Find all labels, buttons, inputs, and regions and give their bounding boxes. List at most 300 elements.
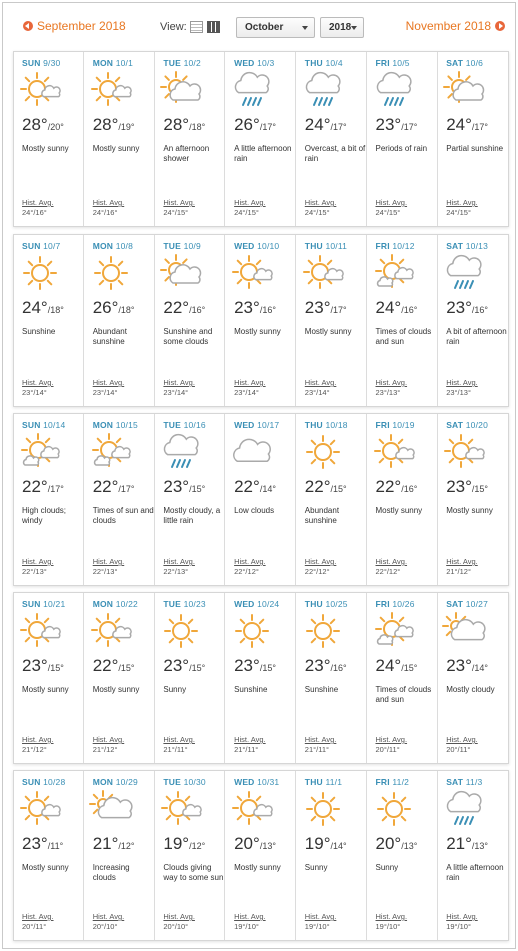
high-temp: 23°	[22, 834, 48, 853]
day-heading	[163, 58, 224, 68]
sun-cloud-icon	[159, 789, 203, 829]
day-of-week: FRI	[375, 241, 390, 251]
day-temperatures	[376, 834, 418, 854]
weather-phrase: Sunshine	[234, 685, 268, 694]
historical-average	[22, 557, 54, 577]
day-cell[interactable]	[85, 593, 155, 763]
day-temperatures	[376, 115, 418, 135]
day-cell[interactable]	[368, 771, 438, 940]
day-temperatures	[93, 477, 135, 497]
low-temp: /16°	[401, 484, 418, 494]
hist-avg-label: Hist. Avg.	[375, 557, 408, 566]
low-temp: /15°	[189, 484, 206, 494]
next-month-link[interactable]	[406, 19, 505, 33]
low-temp: /15°	[330, 484, 347, 494]
historical-average	[305, 735, 337, 755]
day-cell[interactable]	[368, 593, 438, 763]
day-cell[interactable]	[85, 414, 155, 585]
hist-avg-label: Hist. Avg.	[304, 198, 337, 207]
arrow-left-icon	[23, 21, 33, 31]
day-temperatures	[234, 834, 276, 854]
day-cell[interactable]	[438, 235, 508, 406]
hist-avg-label: Hist. Avg.	[375, 198, 408, 207]
weather-phrase: An afternoon shower	[163, 144, 210, 163]
day-cell[interactable]	[438, 52, 508, 226]
day-cell[interactable]	[155, 771, 225, 940]
historical-average	[93, 557, 125, 577]
chevron-down-icon	[302, 26, 308, 30]
hist-avg-value: 19°/10°	[375, 922, 401, 931]
day-temperatures	[376, 298, 418, 318]
sun-icon	[301, 432, 345, 472]
year-select[interactable]	[320, 17, 364, 38]
weather-phrase: Times of sun and clouds	[92, 506, 154, 525]
low-temp: /14°	[471, 663, 489, 673]
day-cell[interactable]	[297, 593, 367, 763]
high-temp: 20°	[234, 834, 260, 853]
weather-phrase: Sunny	[163, 685, 187, 694]
low-temp: /17°	[118, 484, 135, 494]
sun-cloud-icon	[230, 789, 274, 829]
rain-icon	[442, 253, 486, 293]
day-date: 10/12	[392, 241, 415, 251]
day-heading	[22, 599, 83, 609]
hist-avg-value: 24°/15°	[234, 208, 259, 217]
hist-avg-value: 22°/12°	[304, 567, 330, 576]
day-temperatures	[446, 656, 488, 676]
weather-phrase: Mostly cloudy	[446, 685, 495, 694]
day-cell[interactable]	[226, 414, 296, 585]
day-temperatures	[446, 298, 488, 318]
chevron-down-icon	[351, 26, 357, 30]
hist-avg-label: Hist. Avg.	[234, 198, 266, 207]
weather-phrase: Mostly sunny	[22, 685, 69, 694]
day-cell[interactable]	[438, 593, 508, 763]
high-temp: 24°	[375, 656, 402, 675]
day-cell[interactable]	[438, 771, 508, 940]
historical-average	[234, 912, 266, 932]
day-date: 10/18	[325, 420, 348, 430]
low-temp: /15°	[118, 663, 135, 673]
day-temperatures	[163, 298, 205, 318]
low-temp: /16°	[189, 305, 206, 315]
low-temp: /18°	[189, 122, 206, 132]
day-cell[interactable]	[297, 235, 367, 406]
day-heading	[93, 420, 154, 430]
day-temperatures	[93, 834, 135, 854]
low-temp: /17°	[471, 122, 489, 132]
day-heading	[234, 420, 295, 430]
mostly-cloudy-icon	[89, 789, 133, 829]
day-heading	[305, 420, 366, 430]
historical-average	[305, 198, 337, 218]
sun-icon	[18, 253, 62, 293]
day-date: 10/23	[183, 599, 206, 609]
day-heading	[163, 241, 224, 251]
day-date: 10/7	[43, 241, 61, 251]
low-temp: /19°	[118, 122, 135, 132]
day-cell[interactable]	[368, 235, 438, 406]
hist-avg-value: 23°/14°	[22, 388, 47, 397]
day-cell[interactable]	[155, 414, 225, 585]
low-temp: /16°	[330, 663, 347, 673]
sun-cloud-icon	[18, 70, 62, 110]
day-heading	[446, 777, 508, 787]
week-row	[13, 592, 509, 764]
weather-phrase: Mostly sunny	[92, 144, 140, 153]
day-of-week: MON	[92, 420, 114, 430]
day-heading	[93, 599, 154, 609]
low-temp: /15°	[471, 484, 489, 494]
prev-month-link[interactable]	[23, 19, 126, 33]
low-temp: /13°	[471, 841, 489, 851]
day-cell[interactable]	[155, 593, 225, 763]
day-date: 10/28	[43, 777, 66, 787]
grid-view-icon[interactable]	[207, 21, 220, 33]
weather-phrase: Times of clouds and sun	[375, 685, 432, 704]
low-temp: /16°	[259, 305, 276, 315]
day-cell[interactable]	[226, 52, 296, 226]
next-month-label: November 2018	[405, 19, 491, 33]
weather-phrase: A little afternoon rain	[446, 863, 504, 882]
weather-phrase: Sunshine	[304, 685, 339, 694]
day-heading	[93, 777, 154, 787]
sun-cloud-icon	[301, 253, 345, 293]
historical-average	[376, 912, 408, 932]
day-heading	[376, 599, 437, 609]
day-heading	[22, 241, 83, 251]
day-of-week: SUN	[22, 420, 41, 430]
historical-average	[376, 557, 408, 577]
high-temp: 24°	[22, 298, 48, 317]
day-temperatures	[446, 834, 488, 854]
weather-phrase: Mostly sunny	[446, 506, 493, 515]
day-date: 10/1	[115, 58, 134, 68]
day-heading	[163, 599, 224, 609]
day-temperatures	[93, 656, 135, 676]
weather-phrase: High clouds; windy	[22, 506, 67, 525]
day-date: 10/6	[465, 58, 484, 68]
low-temp: /15°	[401, 663, 418, 673]
day-heading	[22, 58, 83, 68]
historical-average	[163, 557, 195, 577]
historical-average	[163, 735, 195, 755]
day-temperatures	[234, 656, 276, 676]
day-cell[interactable]	[368, 52, 438, 226]
low-temp: /17°	[47, 484, 64, 494]
weather-phrase: Abundant sunshine	[92, 327, 127, 346]
day-temperatures	[234, 115, 276, 135]
day-cell[interactable]	[155, 52, 225, 226]
week-row	[13, 234, 509, 407]
day-heading	[22, 420, 83, 430]
day-cell[interactable]	[85, 52, 155, 226]
day-cell[interactable]	[85, 235, 155, 406]
day-temperatures	[22, 656, 64, 676]
historical-average	[93, 735, 125, 755]
weather-phrase: Mostly cloudy, a little rain	[163, 506, 221, 525]
day-date: 10/25	[325, 599, 348, 609]
day-heading	[234, 58, 295, 68]
high-temp: 20°	[375, 834, 402, 853]
day-temperatures	[234, 477, 276, 497]
month-select[interactable]	[236, 17, 315, 38]
low-temp: /17°	[330, 305, 347, 315]
historical-average	[93, 912, 125, 932]
day-temperatures	[22, 298, 64, 318]
high-temp: 22°	[22, 477, 48, 496]
hist-avg-value: 23°/13°	[375, 388, 401, 397]
high-temp: 22°	[234, 477, 260, 496]
day-heading	[305, 777, 366, 787]
day-cell[interactable]	[368, 414, 438, 585]
day-temperatures	[163, 115, 205, 135]
day-date: 10/24	[257, 599, 280, 609]
weather-phrase: Sunshine	[22, 327, 56, 336]
weather-phrase: Mostly sunny	[304, 327, 352, 336]
day-cell[interactable]	[14, 414, 84, 585]
weather-phrase: Mostly sunny	[375, 506, 423, 515]
hist-avg-label: Hist. Avg.	[446, 735, 478, 744]
day-date: 10/2	[183, 58, 201, 68]
high-temp: 23°	[163, 656, 190, 675]
day-date: 11/3	[465, 777, 483, 787]
sun-clouds-icon	[372, 611, 416, 651]
weather-phrase: Sunny	[375, 863, 399, 872]
hist-avg-value: 21°/11°	[304, 745, 330, 754]
hist-avg-label: Hist. Avg.	[234, 912, 266, 921]
day-cell[interactable]	[226, 235, 296, 406]
calendar-toolbar	[3, 3, 515, 43]
list-view-icon[interactable]	[190, 21, 203, 33]
day-date: 10/13	[465, 241, 489, 251]
weather-phrase: Increasing clouds	[92, 863, 130, 882]
day-cell[interactable]	[297, 771, 367, 940]
hist-avg-value: 24°/15°	[446, 208, 471, 217]
day-cell[interactable]	[297, 414, 367, 585]
hist-avg-label: Hist. Avg.	[22, 735, 54, 744]
high-temp: 21°	[92, 834, 119, 853]
day-temperatures	[22, 834, 63, 854]
mostly-cloudy-icon	[442, 611, 486, 651]
historical-average	[93, 378, 125, 398]
high-temp: 23°	[446, 477, 472, 496]
high-temp: 24°	[304, 115, 331, 134]
hist-avg-value: 24°/15°	[163, 208, 189, 217]
weather-phrase: Overcast, a bit of rain	[304, 144, 366, 163]
high-temp: 26°	[234, 115, 260, 134]
historical-average	[22, 735, 54, 755]
day-cell[interactable]	[14, 593, 84, 763]
day-cell[interactable]	[14, 52, 84, 226]
hist-avg-label: Hist. Avg.	[22, 378, 54, 387]
low-temp: /15°	[189, 663, 206, 673]
high-temp: 28°	[163, 115, 190, 134]
historical-average	[305, 378, 337, 398]
day-heading	[446, 420, 508, 430]
hist-avg-value: 24°/15°	[304, 208, 330, 217]
sun-icon	[372, 789, 416, 829]
month-select-value: October	[245, 22, 284, 33]
hist-avg-value: 23°/14°	[163, 388, 189, 397]
historical-average	[234, 378, 266, 398]
day-temperatures	[376, 656, 418, 676]
sun-cloud-icon	[442, 432, 486, 472]
day-heading	[376, 420, 437, 430]
historical-average	[446, 912, 478, 932]
day-of-week: MON	[92, 777, 114, 787]
day-heading	[163, 777, 224, 787]
day-of-week: TUE	[163, 420, 181, 430]
hist-avg-value: 19°/10°	[304, 922, 330, 931]
hist-avg-label: Hist. Avg.	[163, 912, 195, 921]
day-date: 9/30	[43, 58, 61, 68]
high-temp: 26°	[92, 298, 119, 317]
high-temp: 23°	[446, 656, 472, 675]
low-temp: /18°	[47, 305, 64, 315]
historical-average	[22, 378, 54, 398]
hist-avg-label: Hist. Avg.	[92, 912, 125, 921]
hist-avg-label: Hist. Avg.	[163, 735, 195, 744]
historical-average	[446, 735, 478, 755]
sun-cloud-icon	[18, 789, 62, 829]
day-heading	[305, 241, 366, 251]
historical-average	[305, 557, 337, 577]
weather-phrase: Periods of rain	[375, 144, 428, 153]
day-cell[interactable]	[85, 771, 155, 940]
day-temperatures	[305, 834, 347, 854]
hist-avg-label: Hist. Avg.	[304, 735, 337, 744]
weather-phrase: Sunshine and some clouds	[163, 327, 213, 346]
rain-icon	[372, 70, 416, 110]
rain-icon	[301, 70, 345, 110]
hist-avg-label: Hist. Avg.	[92, 378, 125, 387]
high-temp: 19°	[304, 834, 331, 853]
low-temp: /12°	[118, 841, 135, 851]
day-cell[interactable]	[155, 235, 225, 406]
hist-avg-label: Hist. Avg.	[163, 557, 195, 566]
day-date: 10/5	[392, 58, 410, 68]
hist-avg-label: Hist. Avg.	[92, 735, 125, 744]
day-cell[interactable]	[438, 414, 508, 585]
historical-average	[93, 198, 125, 218]
day-heading	[376, 777, 437, 787]
day-date: 10/16	[183, 420, 206, 430]
sun-clouds-icon	[18, 432, 62, 472]
hist-avg-label: Hist. Avg.	[446, 378, 478, 387]
day-of-week: SAT	[446, 599, 464, 609]
week-row	[13, 51, 509, 227]
day-date: 10/19	[392, 420, 415, 430]
high-temp: 22°	[92, 477, 119, 496]
hist-avg-value: 23°/14°	[92, 388, 118, 397]
day-heading	[234, 777, 295, 787]
day-date: 10/8	[115, 241, 134, 251]
calendar-frame	[2, 2, 516, 949]
day-date: 10/3	[257, 58, 275, 68]
low-temp: /12°	[189, 841, 206, 851]
high-temp: 23°	[446, 298, 472, 317]
day-of-week: WED	[234, 58, 255, 68]
historical-average	[446, 378, 478, 398]
day-heading	[305, 599, 366, 609]
day-heading	[376, 241, 437, 251]
day-heading	[376, 58, 437, 68]
day-of-week: FRI	[375, 599, 390, 609]
weather-phrase: Clouds giving way to some sun	[163, 863, 224, 882]
hist-avg-value: 20°/11°	[375, 745, 400, 754]
high-temp: 28°	[92, 115, 119, 134]
day-of-week: MON	[92, 58, 114, 68]
day-date: 11/1	[325, 777, 343, 787]
day-of-week: TUE	[163, 599, 181, 609]
arrow-right-icon	[495, 21, 505, 31]
weather-phrase: Mostly sunny	[92, 685, 140, 694]
historical-average	[305, 912, 337, 932]
day-temperatures	[93, 298, 135, 318]
high-temp: 21°	[446, 834, 472, 853]
rain-icon	[230, 70, 274, 110]
day-date: 10/17	[257, 420, 280, 430]
low-temp: /13°	[401, 841, 418, 851]
hist-avg-value: 22°/13°	[22, 567, 47, 576]
day-date: 10/10	[257, 241, 280, 251]
sun-cloud-icon	[230, 253, 274, 293]
day-of-week: WED	[234, 420, 255, 430]
day-temperatures	[305, 298, 347, 318]
hist-avg-value: 22°/12°	[375, 567, 401, 576]
prev-month-label: September 2018	[37, 19, 126, 33]
low-temp: /17°	[259, 122, 276, 132]
day-of-week: MON	[92, 599, 114, 609]
hist-avg-value: 21°/12°	[22, 745, 47, 754]
day-of-week: SAT	[446, 58, 464, 68]
low-temp: /15°	[47, 663, 64, 673]
day-temperatures	[234, 298, 276, 318]
day-heading	[93, 58, 154, 68]
weather-phrase: Mostly sunny	[234, 863, 281, 872]
view-label: View:	[160, 21, 187, 33]
day-cell[interactable]	[14, 771, 84, 940]
historical-average	[376, 198, 408, 218]
day-cell[interactable]	[297, 52, 367, 226]
day-of-week: TUE	[163, 241, 181, 251]
historical-average	[376, 735, 408, 755]
hist-avg-label: Hist. Avg.	[304, 557, 337, 566]
high-temp: 23°	[234, 656, 260, 675]
day-date: 10/30	[183, 777, 206, 787]
sun-clouds-icon	[372, 253, 416, 293]
hist-avg-value: 19°/10°	[234, 922, 259, 931]
day-cell[interactable]	[226, 771, 296, 940]
day-cell[interactable]	[14, 235, 84, 406]
sun-cloud-icon	[372, 432, 416, 472]
hist-avg-label: Hist. Avg.	[446, 198, 478, 207]
day-of-week: THU	[304, 241, 323, 251]
day-cell[interactable]	[226, 593, 296, 763]
historical-average	[163, 378, 195, 398]
hist-avg-value: 24°/16°	[22, 208, 47, 217]
hist-avg-label: Hist. Avg.	[92, 557, 125, 566]
hist-avg-value: 20°/10°	[92, 922, 118, 931]
historical-average	[22, 912, 54, 932]
cloud-icon	[230, 432, 274, 472]
hist-avg-value: 22°/12°	[234, 567, 259, 576]
day-of-week: SUN	[22, 241, 41, 251]
weather-phrase: Abundant sunshine	[304, 506, 340, 525]
hist-avg-value: 21°/11°	[234, 745, 259, 754]
day-temperatures	[22, 477, 64, 497]
